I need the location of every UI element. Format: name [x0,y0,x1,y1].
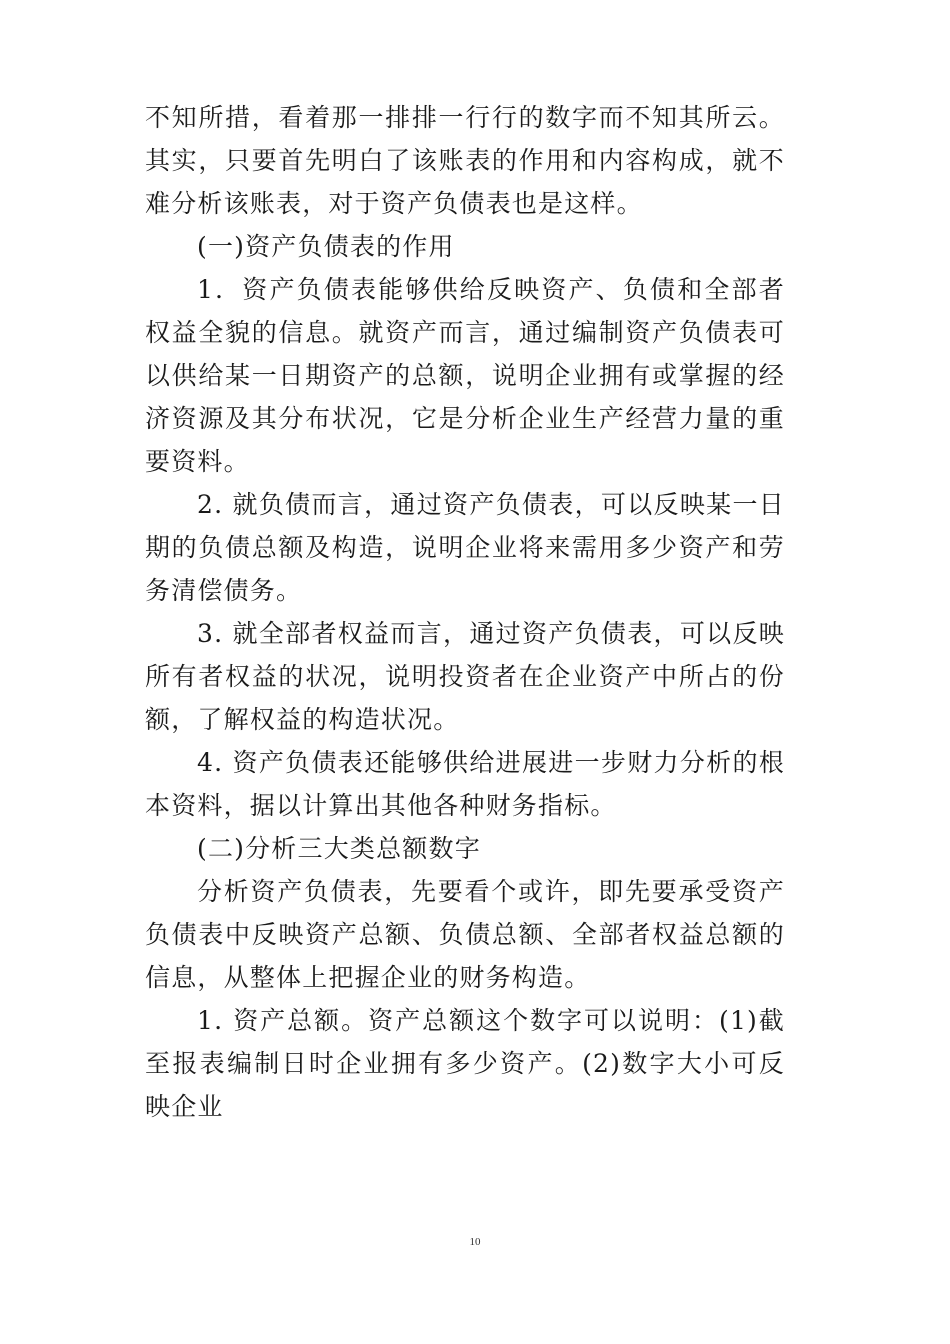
paragraph-item-2: 2. 就负债而言，通过资产负债表，可以反映某一日期的负债总额及构造，说明企业将来需用多少资产和劳务清偿债务。 [145,490,785,605]
paragraph-item-4: 4. 资产负债表还能够供给进展进一步财力分析的根本资料，据以计算出其他各种财务指标。 [145,748,785,820]
section-heading-balance-sheet-role: (一)资产负债表的作用 [197,232,455,261]
page-number: 10 [469,1236,481,1248]
paragraph-continuation: 不知所措，看着那一排排一行行的数字而不知其所云。其实，只要首先明白了该账表的作用和内容构成，就不难分析该账表，对于资产负债表也是这样。 [145,103,785,218]
paragraph-analysis-intro: 分析资产负债表，先要看个或许，即先要承受资产负债表中反映资产总额、负债总额、全部者权益总额的信息，从整体上把握企业的财务构造。 [145,877,785,992]
paragraph-total-assets: 1. 资产总额。资产总额这个数字可以说明：(1)截至报表编制日时企业拥有多少资产。(2)数字大小可反映企业 [145,1006,785,1121]
paragraph-item-3: 3. 就全部者权益而言，通过资产负债表，可以反映所有者权益的状况，说明投资者在企业资产中所占的份额，了解权益的构造状况。 [145,619,785,734]
section-heading-three-totals: (二)分析三大类总额数字 [197,834,481,863]
body-text [145,96,785,1128]
paragraph-item-1: 1．资产负债表能够供给反映资产、负债和全部者权益全貌的信息。就资产而言，通过编制资产负债表可以供给某一日期资产的总额，说明企业拥有或掌握的经济资源及其分布状况，它是分析企业生产经营力量的重要资料。 [145,275,785,476]
